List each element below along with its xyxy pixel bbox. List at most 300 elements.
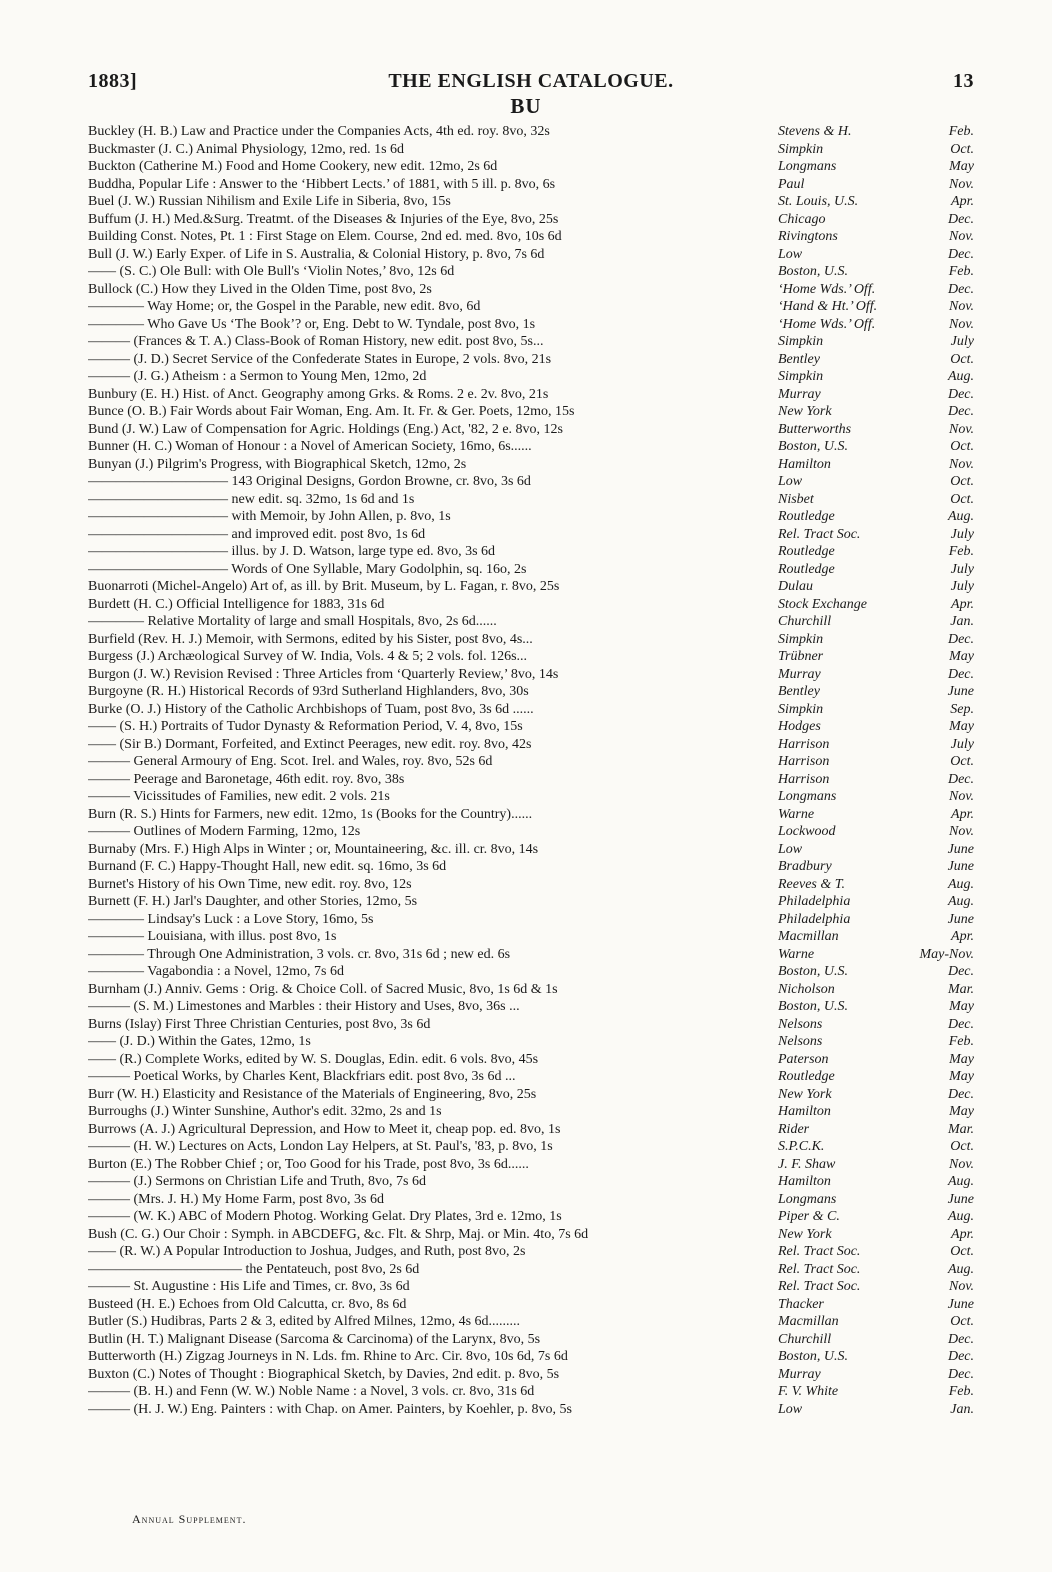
entry-month: Dec.: [947, 631, 974, 647]
entry-title: ——— (H. J. W.) Eng. Painters : with Chap. on Amer. Painters, by Koehler, p. 8vo, 5s: [88, 1401, 572, 1417]
entry-publisher: Paul: [778, 176, 805, 192]
catalogue-entry: [88, 1138, 974, 1156]
entry-month: Dec.: [947, 1016, 974, 1032]
entry-publisher: Routledge: [778, 509, 835, 524]
catalogue-entry: [88, 1261, 974, 1279]
entry-title: Buckmaster (J. C.) Animal Physiology, 12mo, red. 1s 6d: [88, 141, 405, 157]
entry-publisher: Boston, U.S.: [778, 964, 848, 979]
entry-title: Bull (J. W.) Early Exper. of Life in S. Australia, & Colonial History, p. 8vo, 7s 6d: [88, 246, 545, 262]
catalogue-entry: [88, 526, 974, 544]
entry-title: Busteed (H. E.) Echoes from Old Calcutta, cr. 8vo, 8s 6d: [88, 1296, 407, 1312]
entry-publisher: ‘Hand & Ht.’ Off.: [778, 299, 878, 314]
entry-publisher: Simpkin: [778, 701, 824, 717]
entry-title: ———— Lindsay's Luck : a Love Story, 16mo, 5s: [88, 911, 374, 927]
catalogue-entry: [88, 788, 974, 806]
catalogue-entry: [88, 911, 974, 929]
entry-title: ——— General Armoury of Eng. Scot. Irel. and Wales, roy. 8vo, 52s 6d: [88, 754, 493, 769]
entry-publisher: Nelsons: [778, 1016, 823, 1032]
entry-month: Oct.: [950, 439, 974, 454]
entry-title: Burfield (Rev. H. J.) Memoir, with Sermons, edited by his Sister, post 8vo, 4s...: [88, 631, 533, 647]
catalogue-entry: [88, 666, 974, 684]
entry-publisher: Rider: [778, 1121, 810, 1137]
entry-month: June: [947, 684, 974, 699]
header-year: 1883]: [88, 70, 138, 92]
entry-publisher: Dulau: [778, 579, 813, 594]
entry-month: Oct.: [950, 491, 974, 507]
entry-month: Dec.: [947, 1349, 974, 1364]
catalogue-entry: [88, 1331, 974, 1349]
entry-title: —————————— Words of One Syllable, Mary Godolphin, sq. 16o, 2s: [88, 561, 527, 577]
entry-publisher: Boston, U.S.: [778, 1349, 848, 1364]
entry-publisher: Longmans: [778, 159, 837, 174]
entry-publisher: Simpkin: [778, 141, 824, 157]
entry-publisher: Nicholson: [778, 981, 835, 997]
catalogue-entry: [88, 1086, 974, 1104]
entry-publisher: Harrison: [778, 754, 830, 769]
catalogue-entry: [88, 1156, 974, 1174]
entry-month: Feb.: [948, 264, 974, 279]
catalogue-entry: [88, 316, 974, 334]
entry-publisher: Murray: [778, 1366, 821, 1382]
entry-month: Apr.: [951, 806, 974, 822]
catalogue-entry: [88, 561, 974, 579]
page-number: 13: [953, 70, 974, 92]
entry-publisher: S.P.C.K.: [778, 1139, 825, 1154]
catalogue-entry: [88, 1243, 974, 1261]
entry-publisher: Stevens & H.: [778, 124, 852, 139]
entry-month: Apr.: [951, 1226, 974, 1242]
entry-publisher: Macmillan: [778, 929, 839, 944]
catalogue-entry: [88, 893, 974, 911]
catalogue-entry: [88, 753, 974, 771]
entry-title: ——— (J. G.) Atheism : a Sermon to Young Men, 12mo, 2d: [88, 369, 427, 384]
entry-month: July: [950, 561, 974, 577]
entry-publisher: New York: [778, 404, 832, 419]
entry-month: Dec.: [947, 386, 974, 402]
entry-publisher: Hodges: [778, 719, 821, 734]
entry-title: Burgoyne (R. H.) Historical Records of 93rd Sutherland Highlanders, 8vo, 30s: [88, 684, 529, 699]
entry-publisher: Reeves & T.: [778, 876, 845, 892]
entry-month: Feb.: [948, 544, 974, 559]
entry-title: —————————— and improved edit. post 8vo, 1s 6d: [88, 526, 426, 542]
entry-title: —————————— with Memoir, by John Allen, p. 8vo, 1s: [88, 509, 451, 524]
entry-publisher: Longmans: [778, 789, 837, 804]
catalogue-entry: [88, 491, 974, 509]
catalogue-entry: [88, 1103, 974, 1121]
catalogue-entry: [88, 1051, 974, 1069]
entry-publisher: Low: [778, 1401, 803, 1417]
entry-month: Dec.: [947, 1366, 974, 1382]
entry-month: Nov.: [948, 1279, 974, 1294]
entry-publisher: ‘Home Wds.’ Off.: [778, 316, 876, 332]
entry-publisher: Lockwood: [778, 824, 836, 839]
entry-month: Mar.: [947, 981, 974, 997]
entry-title: Burns (Islay) First Three Christian Centuries, post 8vo, 3s 6d: [88, 1016, 431, 1032]
entry-title: ——— (B. H.) and Fenn (W. W.) Noble Name : a Novel, 3 vols. cr. 8vo, 31s 6d: [88, 1384, 535, 1399]
catalogue-entry: [88, 928, 974, 946]
entry-publisher: Stock Exchange: [778, 596, 868, 612]
entry-month: July: [950, 736, 974, 752]
entry-title: Burrows (A. J.) Agricultural Depression, and How to Meet it, cheap pop. ed. 8vo, 1s: [88, 1121, 561, 1137]
entry-publisher: Murray: [778, 386, 821, 402]
entry-publisher: Paterson: [778, 1051, 829, 1067]
entry-month: June: [947, 859, 974, 874]
entry-title: Burnand (F. C.) Happy-Thought Hall, new edit. sq. 16mo, 3s 6d: [88, 859, 447, 874]
catalogue-entry: [88, 998, 974, 1016]
catalogue-entry: [88, 176, 974, 194]
entry-title: ——— Vicissitudes of Families, new edit. 2 vols. 21s: [88, 789, 390, 804]
catalogue-entry: [88, 543, 974, 561]
entry-month: May: [949, 649, 974, 664]
catalogue-entry: [88, 438, 974, 456]
entry-month: Jan.: [950, 1401, 974, 1417]
catalogue-entry: [88, 211, 974, 229]
entry-month: Aug.: [947, 876, 974, 892]
catalogue-entry: [88, 333, 974, 351]
catalogue-entry: [88, 141, 974, 159]
entry-title: ——— (Mrs. J. H.) My Home Farm, post 8vo, 3s 6d: [88, 1191, 384, 1207]
entry-month: Aug.: [947, 1261, 974, 1277]
entry-month: Sep.: [950, 701, 974, 717]
entry-title: ——— (H. W.) Lectures on Acts, London Lay Helpers, at St. Paul's, '83, p. 8vo, 1s: [88, 1139, 553, 1154]
catalogue-entry: [88, 1208, 974, 1226]
catalogue-entry: [88, 508, 974, 526]
entry-title: Burnham (J.) Anniv. Gems : Orig. & Choice Coll. of Sacred Music, 8vo, 1s 6d & 1s: [88, 981, 558, 997]
catalogue-entry: [88, 1278, 974, 1296]
entry-publisher: Boston, U.S.: [778, 439, 848, 454]
catalogue-entry: [88, 1383, 974, 1401]
catalogue-entry: [88, 193, 974, 211]
entry-month: Oct.: [950, 754, 974, 769]
catalogue-entry: [88, 683, 974, 701]
catalogue-entry: [88, 1121, 974, 1139]
entry-title: ——— (S. M.) Limestones and Marbles : their History and Uses, 8vo, 36s ...: [88, 999, 520, 1014]
header-title: THE ENGLISH CATALOGUE.: [388, 70, 674, 92]
entry-title: Bunner (H. C.) Woman of Honour : a Novel of American Society, 16mo, 6s......: [88, 439, 532, 454]
catalogue-entry: [88, 981, 974, 999]
entry-title: Buxton (C.) Notes of Thought : Biographical Sketch, by Davies, 2nd edit. p. 8vo, 5s: [88, 1366, 560, 1382]
entry-month: Oct.: [950, 1244, 974, 1259]
entry-publisher: Bentley: [778, 351, 820, 367]
entry-publisher: Boston, U.S.: [778, 999, 848, 1014]
entry-month: Aug.: [947, 894, 974, 909]
page-header: [88, 70, 974, 94]
entry-publisher: F. V. White: [778, 1384, 839, 1399]
entry-publisher: Churchill: [778, 1331, 832, 1347]
entry-month: May: [949, 1051, 974, 1067]
entry-title: ——— St. Augustine : His Life and Times, cr. 8vo, 3s 6d: [88, 1279, 410, 1294]
entry-publisher: Warne: [778, 806, 815, 822]
entry-month: June: [947, 841, 974, 857]
entry-publisher: Piper & C.: [778, 1209, 840, 1224]
entry-month: Nov.: [948, 456, 974, 472]
catalogue-entry: [88, 386, 974, 404]
entry-month: Dec.: [947, 1086, 974, 1102]
entry-title: Buckley (H. B.) Law and Practice under the Companies Acts, 4th ed. roy. 8vo, 32s: [88, 124, 550, 139]
entry-month: Aug.: [947, 369, 974, 384]
entry-month: Oct.: [950, 351, 974, 367]
entry-publisher: Routledge: [778, 544, 835, 559]
entry-month: Aug.: [947, 1174, 974, 1189]
catalogue-entry: [88, 841, 974, 859]
entry-month: Dec.: [947, 281, 974, 297]
entry-title: ——— Peerage and Baronetage, 46th edit. roy. 8vo, 38s: [88, 771, 405, 787]
entry-month: May: [949, 159, 974, 174]
entry-publisher: Thacker: [778, 1296, 824, 1312]
catalogue-entry: [88, 1191, 974, 1209]
entry-title: ———— Relative Mortality of large and small Hospitals, 8vo, 2s 6d......: [88, 614, 497, 629]
entry-month: Mar.: [947, 1121, 974, 1137]
entry-title: Burgon (J. W.) Revision Revised : Three Articles from ‘Quarterly Review,’ 8vo, 14s: [88, 666, 559, 682]
catalogue-entry: [88, 1226, 974, 1244]
entry-month: July: [950, 334, 974, 349]
catalogue-entry: [88, 351, 974, 369]
entry-month: Nov.: [948, 421, 974, 437]
entry-title: Burroughs (J.) Winter Sunshine, Author's edit. 32mo, 2s and 1s: [88, 1104, 442, 1119]
catalogue-entry: [88, 298, 974, 316]
entry-month: Oct.: [950, 141, 974, 157]
section-heading: BU: [510, 94, 542, 118]
entry-title: Buonarroti (Michel-Angelo) Art of, as ill. by Brit. Museum, by L. Fagan, r. 8vo, 25s: [88, 579, 560, 594]
catalogue-entry: [88, 1068, 974, 1086]
entry-title: Buffum (J. H.) Med.&Surg. Treatmt. of the Diseases & Injuries of the Eye, 8vo, 25s: [88, 211, 559, 227]
entry-title: —— (S. C.) Ole Bull: with Ole Bull's ‘Violin Notes,’ 8vo, 12s 6d: [88, 264, 455, 279]
entry-title: Bush (C. G.) Our Choir : Symph. in ABCDEFG, &c. Flt. & Shrp, Maj. or Min. 4to, 7s 6d: [88, 1226, 589, 1242]
entry-month: June: [947, 1296, 974, 1312]
entry-publisher: Simpkin: [778, 334, 824, 349]
entry-title: ———— Through One Administration, 3 vols. cr. 8vo, 31s 6d ; new ed. 6s: [88, 946, 511, 962]
catalogue-entry: [88, 1401, 974, 1419]
entry-publisher: Low: [778, 474, 803, 489]
entry-publisher: St. Louis, U.S.: [778, 194, 859, 209]
entry-month: Nov.: [948, 176, 974, 192]
entry-month: Nov.: [948, 789, 974, 804]
catalogue-entry: [88, 578, 974, 596]
entry-publisher: New York: [778, 1226, 832, 1242]
catalogue-entry: [88, 403, 974, 421]
catalogue-entry: [88, 368, 974, 386]
entry-title: ———— Louisiana, with illus. post 8vo, 1s: [88, 929, 337, 944]
entry-title: Bullock (C.) How they Lived in the Olden Time, post 8vo, 2s: [88, 281, 432, 297]
catalogue-entry: [88, 473, 974, 491]
entry-month: July: [950, 579, 974, 594]
entry-title: —————————— 143 Original Designs, Gordon Browne, cr. 8vo, 3s 6d: [88, 474, 531, 489]
entry-title: Burnaby (Mrs. F.) High Alps in Winter ; or, Mountaineering, &c. ill. cr. 8vo, 14s: [88, 841, 539, 857]
catalogue-entry: [88, 158, 974, 176]
entry-title: Butler (S.) Hudibras, Parts 2 & 3, edited by Alfred Milnes, 12mo, 4s 6d.........: [88, 1314, 521, 1329]
catalogue-entry: [88, 823, 974, 841]
entry-publisher: Low: [778, 841, 803, 857]
entry-title: Burdett (H. C.) Official Intelligence for 1883, 31s 6d: [88, 596, 385, 612]
entry-month: May: [949, 719, 974, 734]
entry-publisher: Hamilton: [778, 1174, 831, 1189]
entry-publisher: Simpkin: [778, 631, 824, 647]
catalogue-entry: [88, 1348, 974, 1366]
entry-title: Building Const. Notes, Pt. 1 : First Stage on Elem. Course, 2nd ed. med. 8vo, 10s 6d: [88, 229, 562, 244]
entry-month: Dec.: [947, 771, 974, 787]
entry-month: May: [949, 1104, 974, 1119]
catalogue-entry: [88, 123, 974, 141]
catalogue-entry: [88, 1033, 974, 1051]
entry-month: Apr.: [951, 596, 974, 612]
entry-title: ———— Who Gave Us ‘The Book’? or, Eng. Debt to W. Tyndale, post 8vo, 1s: [88, 316, 536, 332]
entry-title: —— (R.) Complete Works, edited by W. S. Douglas, Edin. edit. 6 vols. 8vo, 45s: [88, 1051, 539, 1067]
entry-title: Burnet's History of his Own Time, new edit. roy. 8vo, 12s: [88, 876, 412, 892]
entry-publisher: Boston, U.S.: [778, 264, 848, 279]
catalogue-entry: [88, 718, 974, 736]
entry-title: —— (R. W.) A Popular Introduction to Joshua, Judges, and Ruth, post 8vo, 2s: [88, 1244, 526, 1259]
entry-month: Nov.: [948, 1156, 974, 1172]
entry-month: Aug.: [947, 1209, 974, 1224]
entry-month: May: [949, 999, 974, 1014]
entry-title: —— (Sir B.) Dormant, Forfeited, and Extinct Peerages, new edit. roy. 8vo, 42s: [88, 736, 532, 752]
entry-publisher: Rivingtons: [778, 229, 838, 244]
catalogue-entry: [88, 701, 974, 719]
entry-month: June: [947, 1191, 974, 1207]
catalogue-entry: [88, 613, 974, 631]
entry-publisher: Bradbury: [778, 859, 832, 874]
entry-publisher: Murray: [778, 666, 821, 682]
entry-title: Butterworth (H.) Zigzag Journeys in N. Lds. fm. Rhine to Arc. Cir. 8vo, 10s 6d, 7s 6d: [88, 1349, 568, 1364]
entry-publisher: Rel. Tract Soc.: [778, 1279, 861, 1294]
entry-publisher: J. F. Shaw: [778, 1156, 836, 1172]
entry-title: —— (J. D.) Within the Gates, 12mo, 1s: [88, 1034, 311, 1049]
entry-publisher: Warne: [778, 946, 815, 962]
entry-title: Burnett (F. H.) Jarl's Daughter, and other Stories, 12mo, 5s: [88, 894, 418, 909]
entry-title: ——— Outlines of Modern Farming, 12mo, 12s: [88, 824, 361, 839]
catalogue-entry: [88, 1366, 974, 1384]
entry-title: Bunbury (E. H.) Hist. of Anct. Geography among Grks. & Roms. 2 e. 2v. 8vo, 21s: [88, 386, 549, 402]
entry-publisher: New York: [778, 1086, 832, 1102]
catalogue-entry: [88, 631, 974, 649]
entry-month: May-Nov.: [919, 946, 974, 962]
entry-month: June: [947, 911, 974, 927]
catalogue-entry: [88, 858, 974, 876]
catalogue-entry: [88, 263, 974, 281]
entry-publisher: Low: [778, 246, 803, 262]
entry-publisher: Longmans: [778, 1191, 837, 1207]
entry-publisher: Routledge: [778, 561, 835, 577]
entry-title: Burgess (J.) Archæological Survey of W. India, Vols. 4 & 5; 2 vols. fol. 126s...: [88, 649, 528, 664]
entry-month: Aug.: [947, 509, 974, 524]
entry-publisher: Hamilton: [778, 1104, 831, 1119]
entry-title: Butlin (H. T.) Malignant Disease (Sarcoma & Carcinoma) of the Larynx, 8vo, 5s: [88, 1331, 541, 1347]
entry-title: ——— (W. K.) ABC of Modern Photog. Working Gelat. Dry Plates, 3rd e. 12mo, 1s: [88, 1209, 562, 1224]
entry-month: Feb.: [948, 1384, 974, 1399]
entry-title: Bunce (O. B.) Fair Words about Fair Woman, Eng. Am. It. Fr. & Ger. Poets, 12mo, 15s: [88, 404, 575, 419]
entry-publisher: Simpkin: [778, 369, 824, 384]
entry-month: Apr.: [951, 929, 974, 944]
entry-publisher: Macmillan: [778, 1314, 839, 1329]
entry-title: Burton (E.) The Robber Chief ; or, Too Good for his Trade, post 8vo, 3s 6d......: [88, 1156, 529, 1172]
entry-publisher: Rel. Tract Soc.: [778, 1244, 861, 1259]
entry-month: Jan.: [950, 614, 974, 629]
entry-title: ——— (J.) Sermons on Christian Life and Truth, 8vo, 7s 6d: [88, 1174, 426, 1189]
catalogue-entry: [88, 736, 974, 754]
entry-publisher: Nelsons: [778, 1034, 823, 1049]
entry-title: Bund (J. W.) Law of Compensation for Agric. Holdings (Eng.) Act, '82, 2 e. 8vo, 12s: [88, 421, 563, 437]
entry-month: Dec.: [947, 666, 974, 682]
entry-title: ——— (J. D.) Secret Service of the Confederate States in Europe, 2 vols. 8vo, 21s: [88, 351, 552, 367]
entry-publisher: Churchill: [778, 614, 832, 629]
catalogue-entry: [88, 456, 974, 474]
catalogue-entry: [88, 963, 974, 981]
entry-publisher: Butterworths: [778, 421, 852, 437]
entry-month: Nov.: [948, 316, 974, 332]
catalogue-entries: [88, 123, 974, 1418]
entry-title: Burke (O. J.) History of the Catholic Archbishops of Tuam, post 8vo, 3s 6d ......: [88, 701, 534, 717]
page-footer: Annual Supplement.: [132, 1512, 247, 1526]
catalogue-entry: [88, 1016, 974, 1034]
entry-publisher: Trübner: [778, 649, 824, 664]
entry-month: Dec.: [947, 211, 974, 227]
entry-title: ———— Vagabondia : a Novel, 12mo, 7s 6d: [88, 964, 344, 979]
entry-title: ——— (Frances & T. A.) Class-Book of Roman History, new edit. post 8vo, 5s...: [88, 334, 544, 349]
entry-month: Nov.: [948, 299, 974, 314]
entry-title: Buddha, Popular Life : Answer to the ‘Hibbert Lects.’ of 1881, with 5 ill. p. 8vo, 6s: [88, 176, 556, 192]
catalogue-entry: [88, 648, 974, 666]
entry-month: Oct.: [950, 1139, 974, 1154]
entry-title: —— (S. H.) Portraits of Tudor Dynasty & Reformation Period, V. 4, 8vo, 15s: [88, 719, 523, 734]
entry-publisher: Rel. Tract Soc.: [778, 526, 861, 542]
entry-month: Feb.: [948, 124, 974, 139]
catalogue-entry: [88, 806, 974, 824]
catalogue-entry: [88, 421, 974, 439]
entry-month: Nov.: [948, 229, 974, 244]
entry-month: Feb.: [948, 1034, 974, 1049]
entry-publisher: Nisbet: [778, 491, 814, 507]
catalogue-entry: [88, 1296, 974, 1314]
entry-month: Apr.: [951, 194, 974, 209]
entry-month: May: [949, 1069, 974, 1084]
entry-month: Nov.: [948, 824, 974, 839]
catalogue-entry: [88, 876, 974, 894]
entry-title: Buckton (Catherine M.) Food and Home Cookery, new edit. 12mo, 2s 6d: [88, 159, 498, 174]
entry-publisher: Harrison: [778, 771, 830, 787]
catalogue-entry: [88, 946, 974, 964]
entry-title: ———— Way Home; or, the Gospel in the Parable, new edit. 8vo, 6d: [88, 299, 481, 314]
entry-publisher: Bentley: [778, 684, 820, 699]
entry-publisher: Rel. Tract Soc.: [778, 1261, 861, 1277]
entry-title: —————————— new edit. sq. 32mo, 1s 6d and 1s: [88, 491, 415, 507]
entry-month: Dec.: [947, 404, 974, 419]
catalogue-entry: [88, 771, 974, 789]
entry-publisher: Routledge: [778, 1069, 835, 1084]
entry-month: July: [950, 526, 974, 542]
entry-month: Oct.: [950, 474, 974, 489]
entry-month: Dec.: [947, 964, 974, 979]
entry-publisher: ‘Home Wds.’ Off.: [778, 281, 876, 297]
entry-publisher: Hamilton: [778, 456, 831, 472]
catalogue-entry: [88, 1173, 974, 1191]
catalogue-entry: [88, 1313, 974, 1331]
entry-publisher: Philadelphia: [778, 894, 851, 909]
catalogue-entry: [88, 228, 974, 246]
entry-title: ——— Poetical Works, by Charles Kent, Blackfriars edit. post 8vo, 3s 6d ...: [88, 1069, 516, 1084]
entry-month: Dec.: [947, 246, 974, 262]
entry-publisher: Harrison: [778, 736, 830, 752]
catalogue-entry: [88, 596, 974, 614]
entry-title: Bunyan (J.) Pilgrim's Progress, with Biographical Sketch, 12mo, 2s: [88, 456, 467, 472]
catalogue-entry: [88, 281, 974, 299]
entry-title: Burr (W. H.) Elasticity and Resistance of the Materials of Engineering, 8vo, 25s: [88, 1086, 537, 1102]
entry-title: —————————— illus. by J. D. Watson, large type ed. 8vo, 3s 6d: [88, 544, 496, 559]
entry-month: Oct.: [950, 1314, 974, 1329]
entry-title: ——————————— the Pentateuch, post 8vo, 2s 6d: [88, 1261, 420, 1277]
entry-title: Burn (R. S.) Hints for Farmers, new edit. 12mo, 1s (Books for the Country)......: [88, 806, 533, 822]
entry-title: Buel (J. W.) Russian Nihilism and Exile Life in Siberia, 8vo, 15s: [88, 194, 451, 209]
entry-publisher: Chicago: [778, 211, 826, 227]
